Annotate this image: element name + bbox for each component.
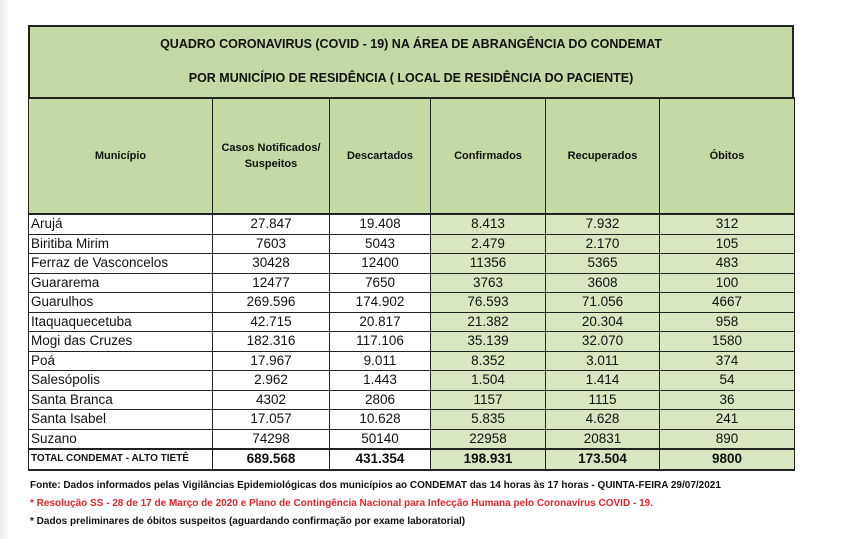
- cell-descartados: 19.408: [330, 214, 431, 234]
- cell-municipio: Santa Branca: [29, 390, 213, 410]
- cell-obitos: 890: [660, 429, 795, 449]
- table-row: [29, 390, 795, 410]
- table-title-line-1: QUADRO CORONAVIRUS (COVID - 19) NA ÁREA DE ABRANGÊNCIA DO CONDEMAT: [160, 37, 662, 51]
- cell-recuperados: 32.070: [546, 332, 660, 352]
- cell-obitos: 54: [660, 371, 795, 391]
- cell-confirmados: 8.413: [431, 214, 546, 234]
- cell-recuperados: 3.011: [546, 351, 660, 371]
- cell-obitos: 100: [660, 273, 795, 293]
- cell-casos-notificados: 17.967: [213, 351, 330, 371]
- cell-obitos: 4667: [660, 293, 795, 313]
- table-header-row: [29, 98, 795, 214]
- cell-descartados: 10.628: [330, 410, 431, 430]
- cell-municipio: Biritiba Mirim: [29, 234, 213, 254]
- column-header-casos-notificados: Casos Notificados/ Suspeitos: [213, 98, 330, 214]
- cell-casos-notificados: 42.715: [213, 312, 330, 332]
- cell-obitos: 105: [660, 234, 795, 254]
- source-note: Fonte: Dados informados pelas Vigilâncias Epidemiológicas dos municípios ao CONDEMAT das 14 horas às 17 horas - QUINTA-FEIRA 29/07/2021: [30, 480, 721, 491]
- table-row: [29, 312, 795, 332]
- cell-recuperados: 1.414: [546, 371, 660, 391]
- total-recuperados: 173.504: [546, 449, 660, 470]
- cell-obitos: 36: [660, 390, 795, 410]
- total-label: TOTAL CONDEMAT - ALTO TIETÊ: [29, 449, 213, 470]
- cell-descartados: 2806: [330, 390, 431, 410]
- resolution-note: * Resolução SS - 28 de 17 de Março de 2020 e Plano de Contingência Nacional para Infecção Humana pelo Coronavírus COVID - 19.: [30, 498, 653, 509]
- table-row: [29, 332, 795, 352]
- total-confirmados: 198.931: [431, 449, 546, 470]
- cell-casos-notificados: 7603: [213, 234, 330, 254]
- cell-municipio: Arujá: [29, 214, 213, 234]
- column-header-municipio: Município: [29, 98, 213, 214]
- column-header-recuperados: Recuperados: [546, 98, 660, 214]
- cell-casos-notificados: 27.847: [213, 214, 330, 234]
- cell-casos-notificados: 12477: [213, 273, 330, 293]
- cell-descartados: 12400: [330, 254, 431, 274]
- cell-casos-notificados: 74298: [213, 429, 330, 449]
- column-header-confirmados: Confirmados: [431, 98, 546, 214]
- cell-descartados: 1.443: [330, 371, 431, 391]
- cell-casos-notificados: 269.596: [213, 293, 330, 313]
- preliminary-data-note: * Dados preliminares de óbitos suspeitos (aguardando confirmação por exame laboratorial): [30, 516, 466, 527]
- table-row: [29, 254, 795, 274]
- cell-obitos: 958: [660, 312, 795, 332]
- cell-casos-notificados: 2.962: [213, 371, 330, 391]
- cell-municipio: Poá: [29, 351, 213, 371]
- cell-confirmados: 5.835: [431, 410, 546, 430]
- total-casos-notificados: 689.568: [213, 449, 330, 470]
- table-total-row: [29, 449, 795, 470]
- cell-obitos: 483: [660, 254, 795, 274]
- table-row: [29, 234, 795, 254]
- cell-recuperados: 2.170: [546, 234, 660, 254]
- cell-confirmados: 8.352: [431, 351, 546, 371]
- cell-recuperados: 7.932: [546, 214, 660, 234]
- cell-confirmados: 76.593: [431, 293, 546, 313]
- cell-recuperados: 71.056: [546, 293, 660, 313]
- cell-descartados: 174.902: [330, 293, 431, 313]
- cell-casos-notificados: 17.057: [213, 410, 330, 430]
- cell-municipio: Salesópolis: [29, 371, 213, 391]
- cell-municipio: Suzano: [29, 429, 213, 449]
- table-row: [29, 214, 795, 234]
- total-obitos: 9800: [660, 449, 795, 470]
- cell-municipio: Mogi das Cruzes: [29, 332, 213, 352]
- table-row: [29, 410, 795, 430]
- cell-municipio: Ferraz de Vasconcelos: [29, 254, 213, 274]
- cell-recuperados: 4.628: [546, 410, 660, 430]
- column-header-descartados: Descartados: [330, 98, 431, 214]
- total-descartados: 431.354: [330, 449, 431, 470]
- covid-data-table: [28, 97, 795, 471]
- table-title-line-2: POR MUNICÍPIO DE RESIDÊNCIA ( LOCAL DE RESIDÊNCIA DO PACIENTE): [188, 71, 634, 85]
- cell-obitos: 1580: [660, 332, 795, 352]
- table-row: [29, 293, 795, 313]
- cell-casos-notificados: 182.316: [213, 332, 330, 352]
- table-row: [29, 371, 795, 391]
- cell-municipio: Guarulhos: [29, 293, 213, 313]
- column-header-obitos: Óbitos: [660, 98, 795, 214]
- cell-descartados: 9.011: [330, 351, 431, 371]
- page-left-shadow: [0, 0, 10, 539]
- cell-confirmados: 3763: [431, 273, 546, 293]
- cell-casos-notificados: 30428: [213, 254, 330, 274]
- cell-descartados: 5043: [330, 234, 431, 254]
- cell-confirmados: 11356: [431, 254, 546, 274]
- cell-confirmados: 1157: [431, 390, 546, 410]
- cell-confirmados: 35.139: [431, 332, 546, 352]
- cell-descartados: 50140: [330, 429, 431, 449]
- cell-municipio: Guararema: [29, 273, 213, 293]
- table-row: [29, 429, 795, 449]
- cell-confirmados: 2.479: [431, 234, 546, 254]
- cell-obitos: 374: [660, 351, 795, 371]
- table-row: [29, 351, 795, 371]
- table-row: [29, 273, 795, 293]
- cell-confirmados: 1.504: [431, 371, 546, 391]
- cell-descartados: 117.106: [330, 332, 431, 352]
- table-title-box: [28, 25, 794, 97]
- cell-recuperados: 20831: [546, 429, 660, 449]
- cell-obitos: 241: [660, 410, 795, 430]
- cell-municipio: Santa Isabel: [29, 410, 213, 430]
- cell-descartados: 20.817: [330, 312, 431, 332]
- cell-casos-notificados: 4302: [213, 390, 330, 410]
- cell-recuperados: 1115: [546, 390, 660, 410]
- cell-municipio: Itaquaquecetuba: [29, 312, 213, 332]
- cell-confirmados: 22958: [431, 429, 546, 449]
- cell-obitos: 312: [660, 214, 795, 234]
- cell-recuperados: 20.304: [546, 312, 660, 332]
- footnotes: [30, 477, 830, 531]
- cell-recuperados: 5365: [546, 254, 660, 274]
- cell-confirmados: 21.382: [431, 312, 546, 332]
- cell-descartados: 7650: [330, 273, 431, 293]
- cell-recuperados: 3608: [546, 273, 660, 293]
